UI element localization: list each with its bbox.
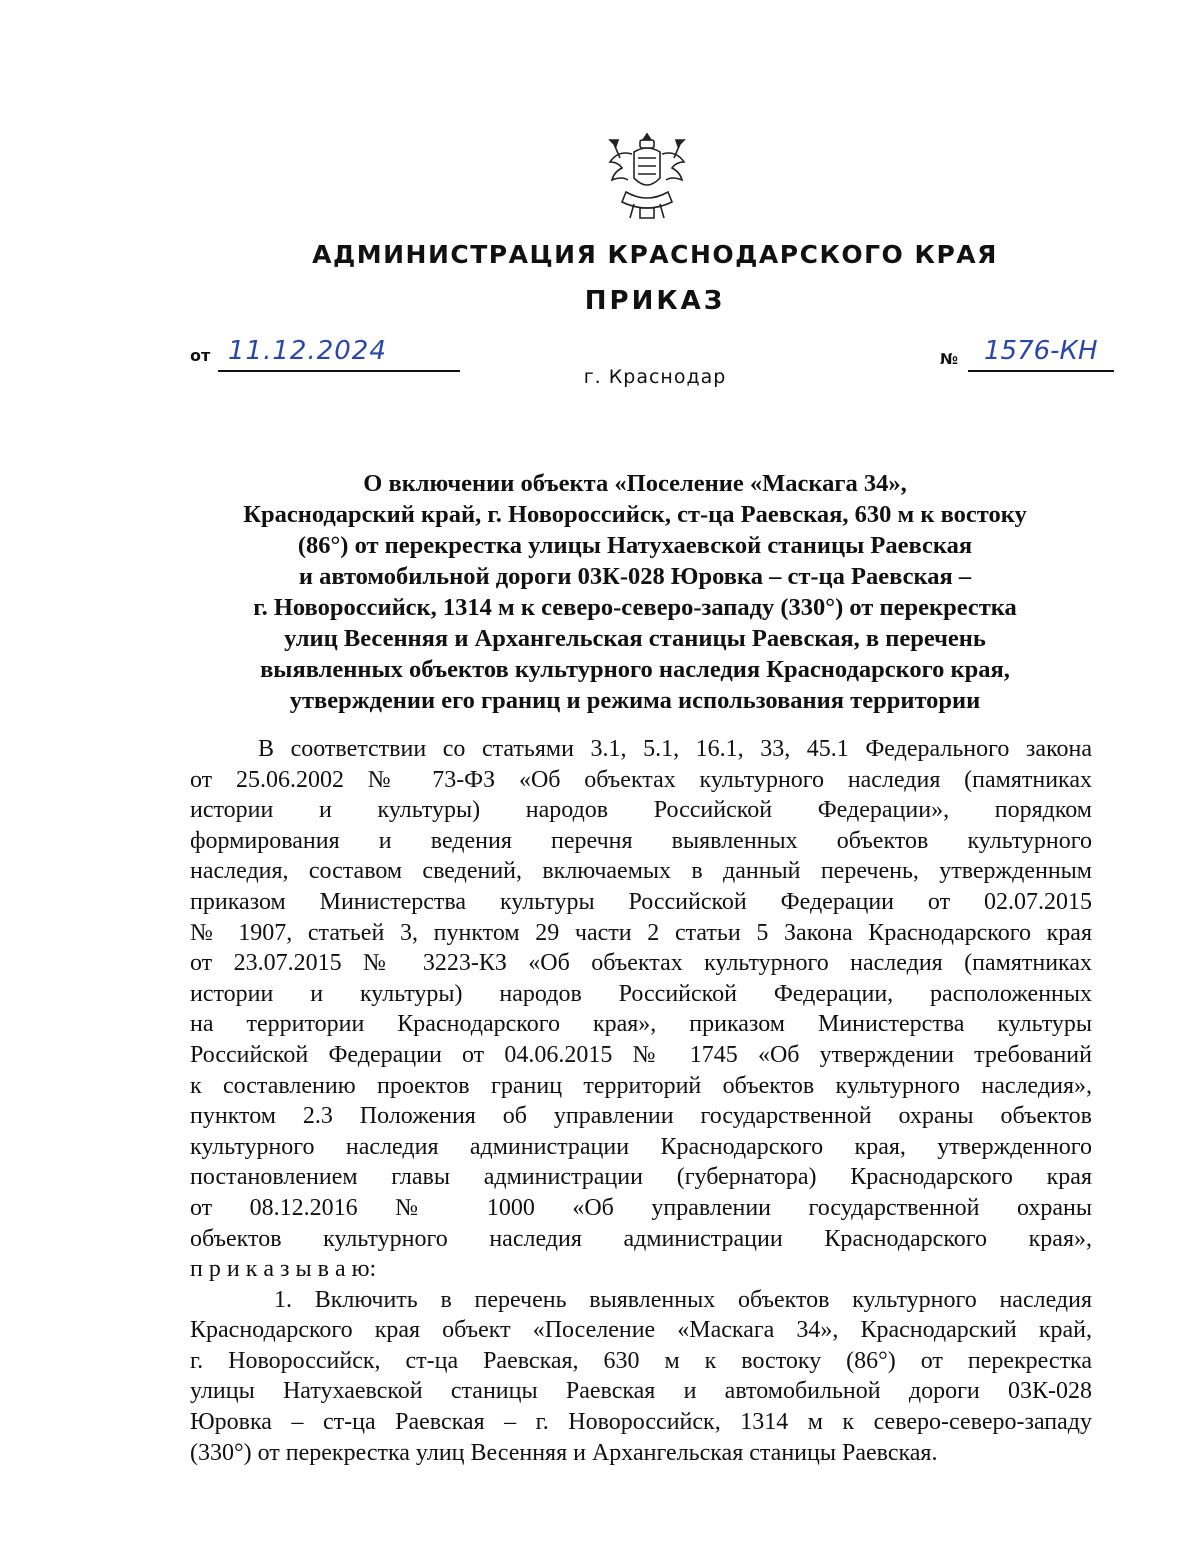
body-line: (330°) от перекрестка улиц Весенняя и Архангельская станицы Раевская.: [190, 1439, 938, 1466]
body-line: объектов культурного наследия администрации Краснодарского края»,: [190, 1225, 1092, 1252]
body-line: наследия, составом сведений, включаемых в данный перечень, утвержденным: [190, 858, 1092, 885]
date-value: 11.12.2024: [228, 336, 387, 366]
body-line: № 1907, статьей 3, пунктом 29 части 2 статьи 5 Закона Краснодарского края: [190, 919, 1092, 946]
body-line: культурного наследия администрации Краснодарского края, утвержденного: [190, 1133, 1092, 1160]
body-line: 1. Включить в перечень выявленных объектов культурного наследия: [274, 1286, 1092, 1313]
document-body: [190, 734, 1092, 1468]
heading-line: О включении объекта «Поселение «Маскага 34»,: [363, 470, 907, 497]
heading-line: выявленных объектов культурного наследия Краснодарского края,: [260, 656, 1010, 683]
body-line-order-word: п р и к а з ы в а ю:: [190, 1256, 377, 1283]
body-line: Юровка – ст-ца Раевская – г. Новороссийск, 1314 м к северо-северо-западу: [190, 1409, 1092, 1436]
city: г. Краснодар: [583, 366, 727, 388]
body-line: к составлению проектов границ территорий объектов культурного наследия»,: [190, 1072, 1092, 1099]
document-heading: [170, 468, 1100, 716]
heading-line: Краснодарский край, г. Новороссийск, ст-ца Раевская, 630 м к востоку: [243, 501, 1027, 528]
heading-line: утверждении его границ и режима использования территории: [289, 687, 981, 714]
body-line: улицы Натухаевской станицы Раевская и автомобильной дороги 03К-028: [190, 1378, 1092, 1405]
heading-line: г. Новороссийск, 1314 м к северо-северо-западу (330°) от перекрестка: [253, 594, 1017, 621]
body-line: Краснодарского края объект «Поселение «Маскага 34», Краснодарский край,: [190, 1317, 1092, 1344]
body-line: от 23.07.2015 № 3223-КЗ «Об объектах культурного наследия (памятниках: [190, 950, 1092, 977]
number-label: №: [940, 350, 959, 368]
body-line: постановлением главы администрации (губернатора) Краснодарского края: [190, 1164, 1092, 1191]
body-line: В соответствии со статьями 3.1, 5.1, 16.1, 33, 45.1 Федерального закона: [258, 736, 1092, 762]
body-line: от 25.06.2002 № 73-ФЗ «Об объектах культурного наследия (памятниках: [190, 766, 1092, 793]
coat-of-arms-icon: [604, 130, 690, 222]
document-type: ПРИКАЗ: [584, 286, 726, 316]
body-line: истории и культуры) народов Российской Федерации, расположенных: [190, 980, 1092, 1007]
body-line: пунктом 2.3 Положения об управлении государственной охраны объектов: [190, 1103, 1092, 1130]
heading-line: и автомобильной дороги 03К-028 Юровка – ст-ца Раевская –: [298, 563, 972, 590]
date-label: от: [190, 346, 211, 365]
document-number: 1576-КН: [984, 336, 1098, 366]
heading-line: (86°) от перекрестка улицы Натухаевской станицы Раевская: [297, 532, 973, 559]
body-line: приказом Министерства культуры Российской Федерации от 02.07.2015: [190, 888, 1092, 915]
organization-title: АДМИНИСТРАЦИЯ КРАСНОДАРСКОГО КРАЯ: [312, 240, 998, 269]
body-line: истории и культуры) народов Российской Федерации», порядком: [190, 797, 1092, 824]
body-line: от 08.12.2016 № 1000 «Об управлении государственной охраны: [190, 1194, 1092, 1221]
body-line: на территории Краснодарского края», приказом Министерства культуры: [190, 1011, 1092, 1038]
heading-line: улиц Весенняя и Архангельская станицы Раевская, в перечень: [284, 625, 986, 652]
body-line: Российской Федерации от 04.06.2015 № 1745 «Об утверждении требований: [190, 1041, 1092, 1068]
body-line: формирования и ведения перечня выявленных объектов культурного: [190, 827, 1092, 854]
body-line: г. Новороссийск, ст-ца Раевская, 630 м к востоку (86°) от перекрестка: [190, 1347, 1092, 1374]
